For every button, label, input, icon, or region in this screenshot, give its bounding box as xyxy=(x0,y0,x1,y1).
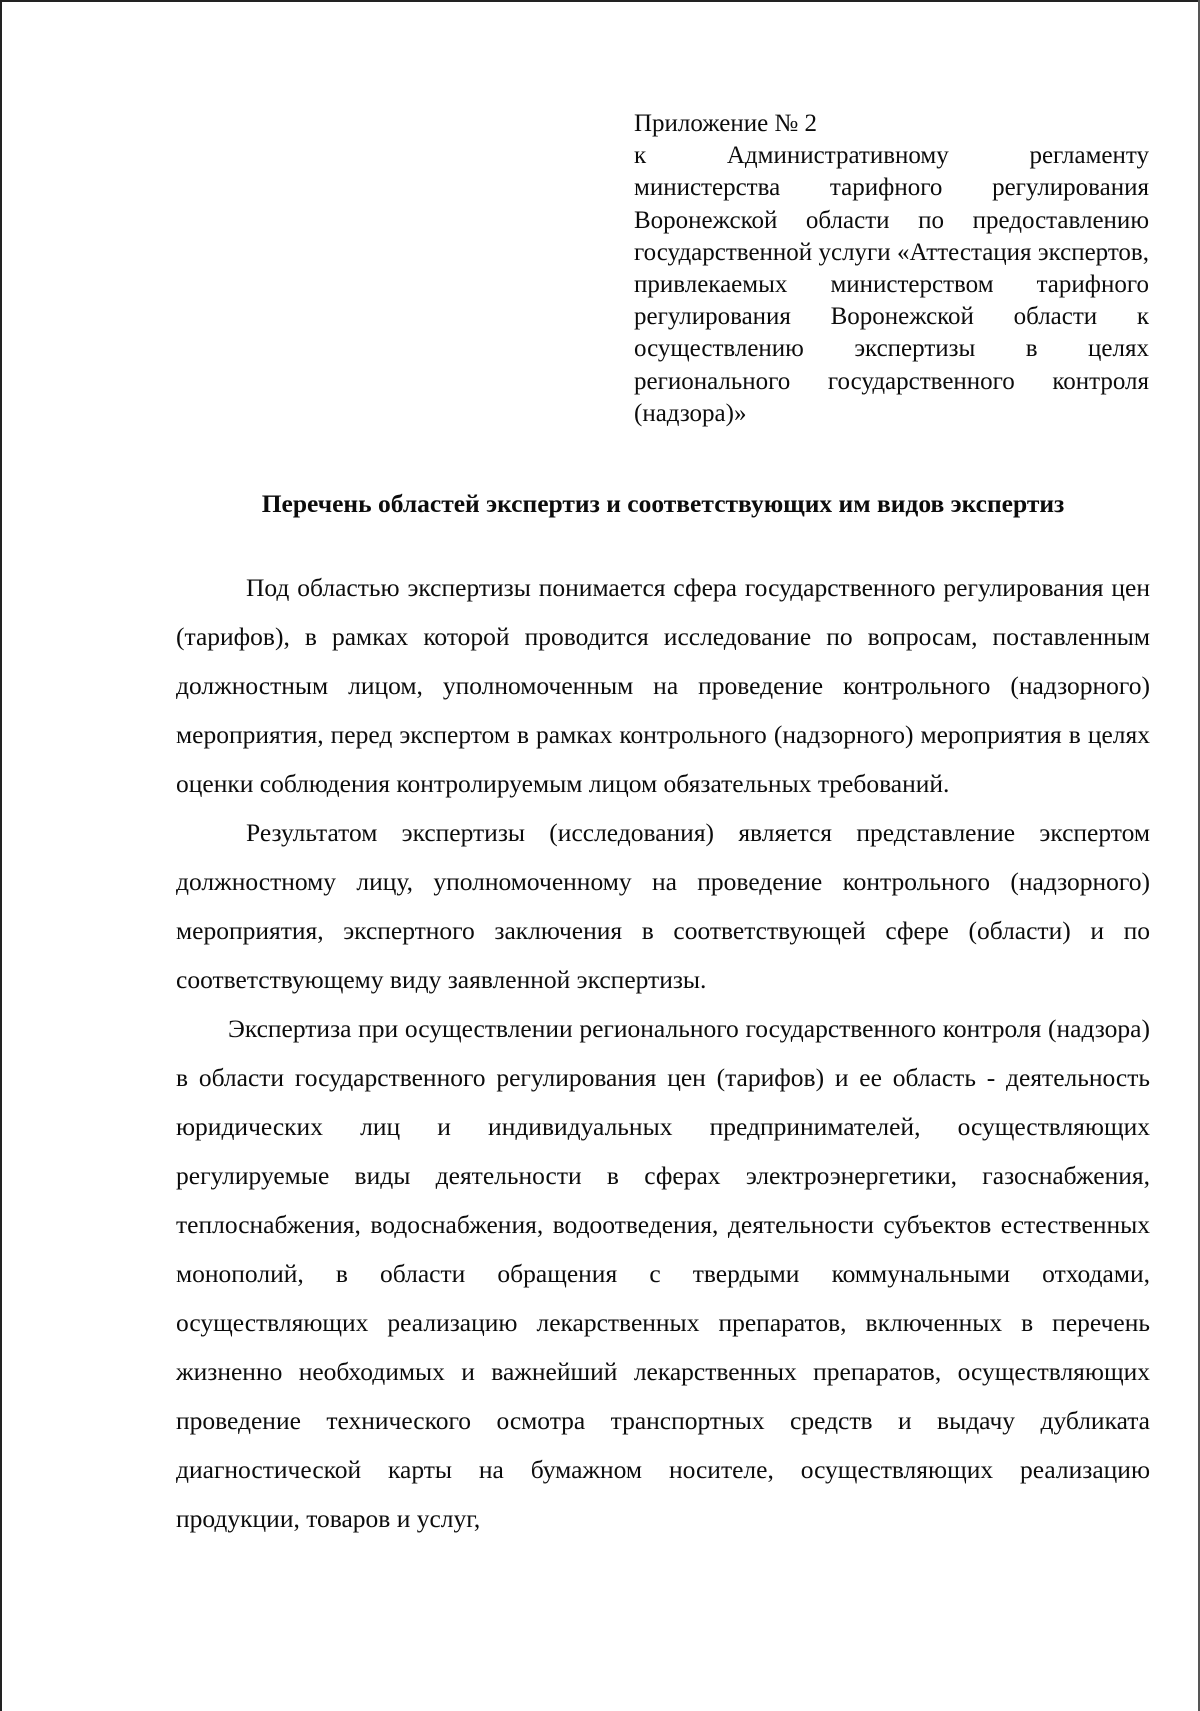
scan-border-left xyxy=(0,0,2,1711)
annex-text: к Административному регламенту министерства тарифного регулирования Воронежской области по предоставлению государственной услуги «Аттестация экспертов, привлекаемых министерством тарифного регулирования Воронежской области к осуществлению экспертизы в целях регионального государственного контроля (надзора)» xyxy=(634,142,1149,427)
paragraph-expertise-scope: Экспертиза при осуществлении регионального государственного контроля (надзора) в области государственного регулирования цен (тарифов) и ее область - деятельность юридических лиц и индивидуальных предпринимателей, осуществляющих регулируемые виды деятельности в сферах электроэнергетики, газоснабжения, теплоснабжения, водоснабжения, водоотведения, деятельности субъектов естественных монополий, в области обращения с твердыми коммунальными отходами, осуществляющих реализацию лекарственных препаратов, включенных в перечень жизненно необходимых и важнейший лекарственных препаратов, осуществляющих проведение технического осмотра транспортных средств и выдачу дубликата диагностической карты на бумажном носителе, осуществляющих реализацию продукции, товаров и услуг, xyxy=(176,1014,1150,1533)
paragraph-expertise-result: Результатом экспертизы (исследования) является представление экспертом должностному лицу, уполномоченному на проведение контрольного (надзорного) мероприятия, экспертного заключения в соответствующей сфере (области) и по соответствующему виду заявленной экспертизы. xyxy=(176,818,1150,994)
annex-block xyxy=(634,108,1149,430)
document-title: Перечень областей экспертиз и соответствующих им видов экспертиз xyxy=(261,489,1065,518)
paragraph-expertise-area: Под областью экспертизы понимается сфера государственного регулирования цен (тарифов), в рамках которой проводится исследование по вопросам, поставленным должностным лицом, уполномоченным на проведение контрольного (надзорного) мероприятия, перед экспертом в рамках контрольного (надзорного) мероприятия в целях оценки соблюдения контролируемым лицом обязательных требований. xyxy=(176,573,1150,798)
scan-border-top xyxy=(0,0,1200,2)
document-body xyxy=(176,563,1150,1543)
annex-title: Приложение № 2 xyxy=(634,110,818,137)
